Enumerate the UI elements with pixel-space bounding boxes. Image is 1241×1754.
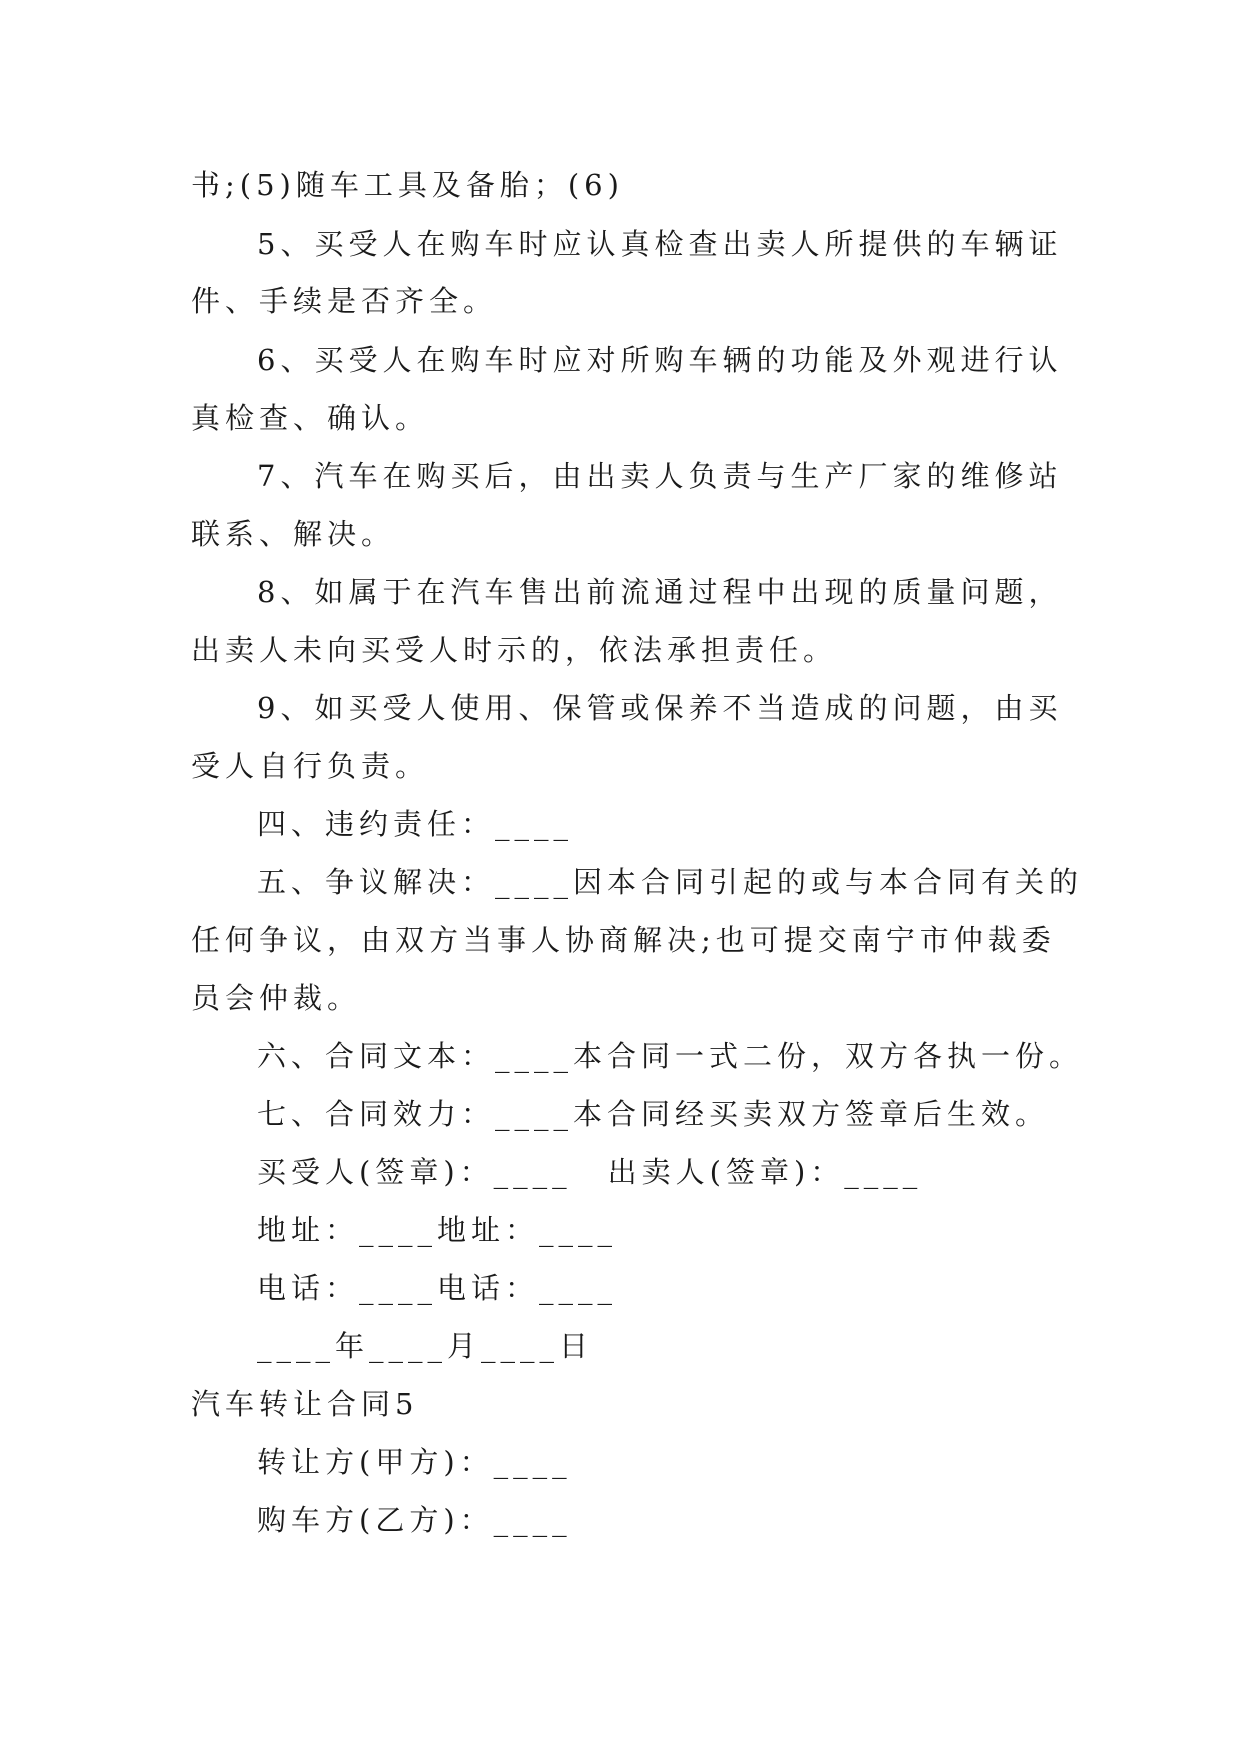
clause-6: 6、买受人在购车时应对所购车辆的功能及外观进行认	[257, 343, 1063, 377]
section-contract-effect: 七、合同效力：____本合同经买卖双方签章后生效。	[257, 1097, 1050, 1131]
text-line: 出卖人未向买受人时示的，依法承担责任。	[191, 633, 838, 667]
section-breach-liability: 四、违约责任：____	[257, 807, 574, 841]
clause-9: 9、如买受人使用、保管或保养不当造成的问题，由买	[257, 691, 1063, 725]
contract-title: 汽车转让合同5	[191, 1387, 419, 1421]
section-dispute-resolution: 五、争议解决：____因本合同引起的或与本合同有关的	[257, 865, 1084, 899]
text-line: 件、手续是否齐全。	[191, 284, 498, 318]
text-line: 真检查、确认。	[191, 401, 430, 435]
signature-line	[257, 1152, 922, 1192]
text-line: 联系、解决。	[191, 517, 396, 551]
transferor-line: 转让方(甲方)：____	[257, 1445, 572, 1479]
text-line: 书;(5)随车工具及备胎；(6)	[191, 168, 624, 202]
clause-5: 5、买受人在购车时应认真检查出卖人所提供的车辆证	[257, 227, 1063, 261]
phone-line: 电话：____电话：____	[257, 1271, 618, 1305]
section-contract-text: 六、合同文本：____本合同一式二份，双方各执一份。	[257, 1039, 1084, 1073]
clause-7: 7、汽车在购买后，由出卖人负责与生产厂家的维修站	[257, 459, 1063, 493]
text-line: 任何争议，由双方当事人协商解决;也可提交南宁市仲裁委	[191, 923, 1056, 957]
clause-8: 8、如属于在汽车售出前流通过程中出现的质量问题，	[257, 575, 1063, 609]
date-line: ____年____月____日	[257, 1329, 594, 1363]
address-line: 地址：____地址：____	[257, 1213, 618, 1247]
text-line: 受人自行负责。	[191, 749, 430, 783]
buyer-party-line: 购车方(乙方)：____	[257, 1503, 572, 1537]
seller-signature: 出卖人(签章)：____	[607, 1155, 923, 1189]
text-line: 员会仲裁。	[191, 981, 362, 1015]
buyer-signature: 买受人(签章)：____	[257, 1155, 572, 1189]
